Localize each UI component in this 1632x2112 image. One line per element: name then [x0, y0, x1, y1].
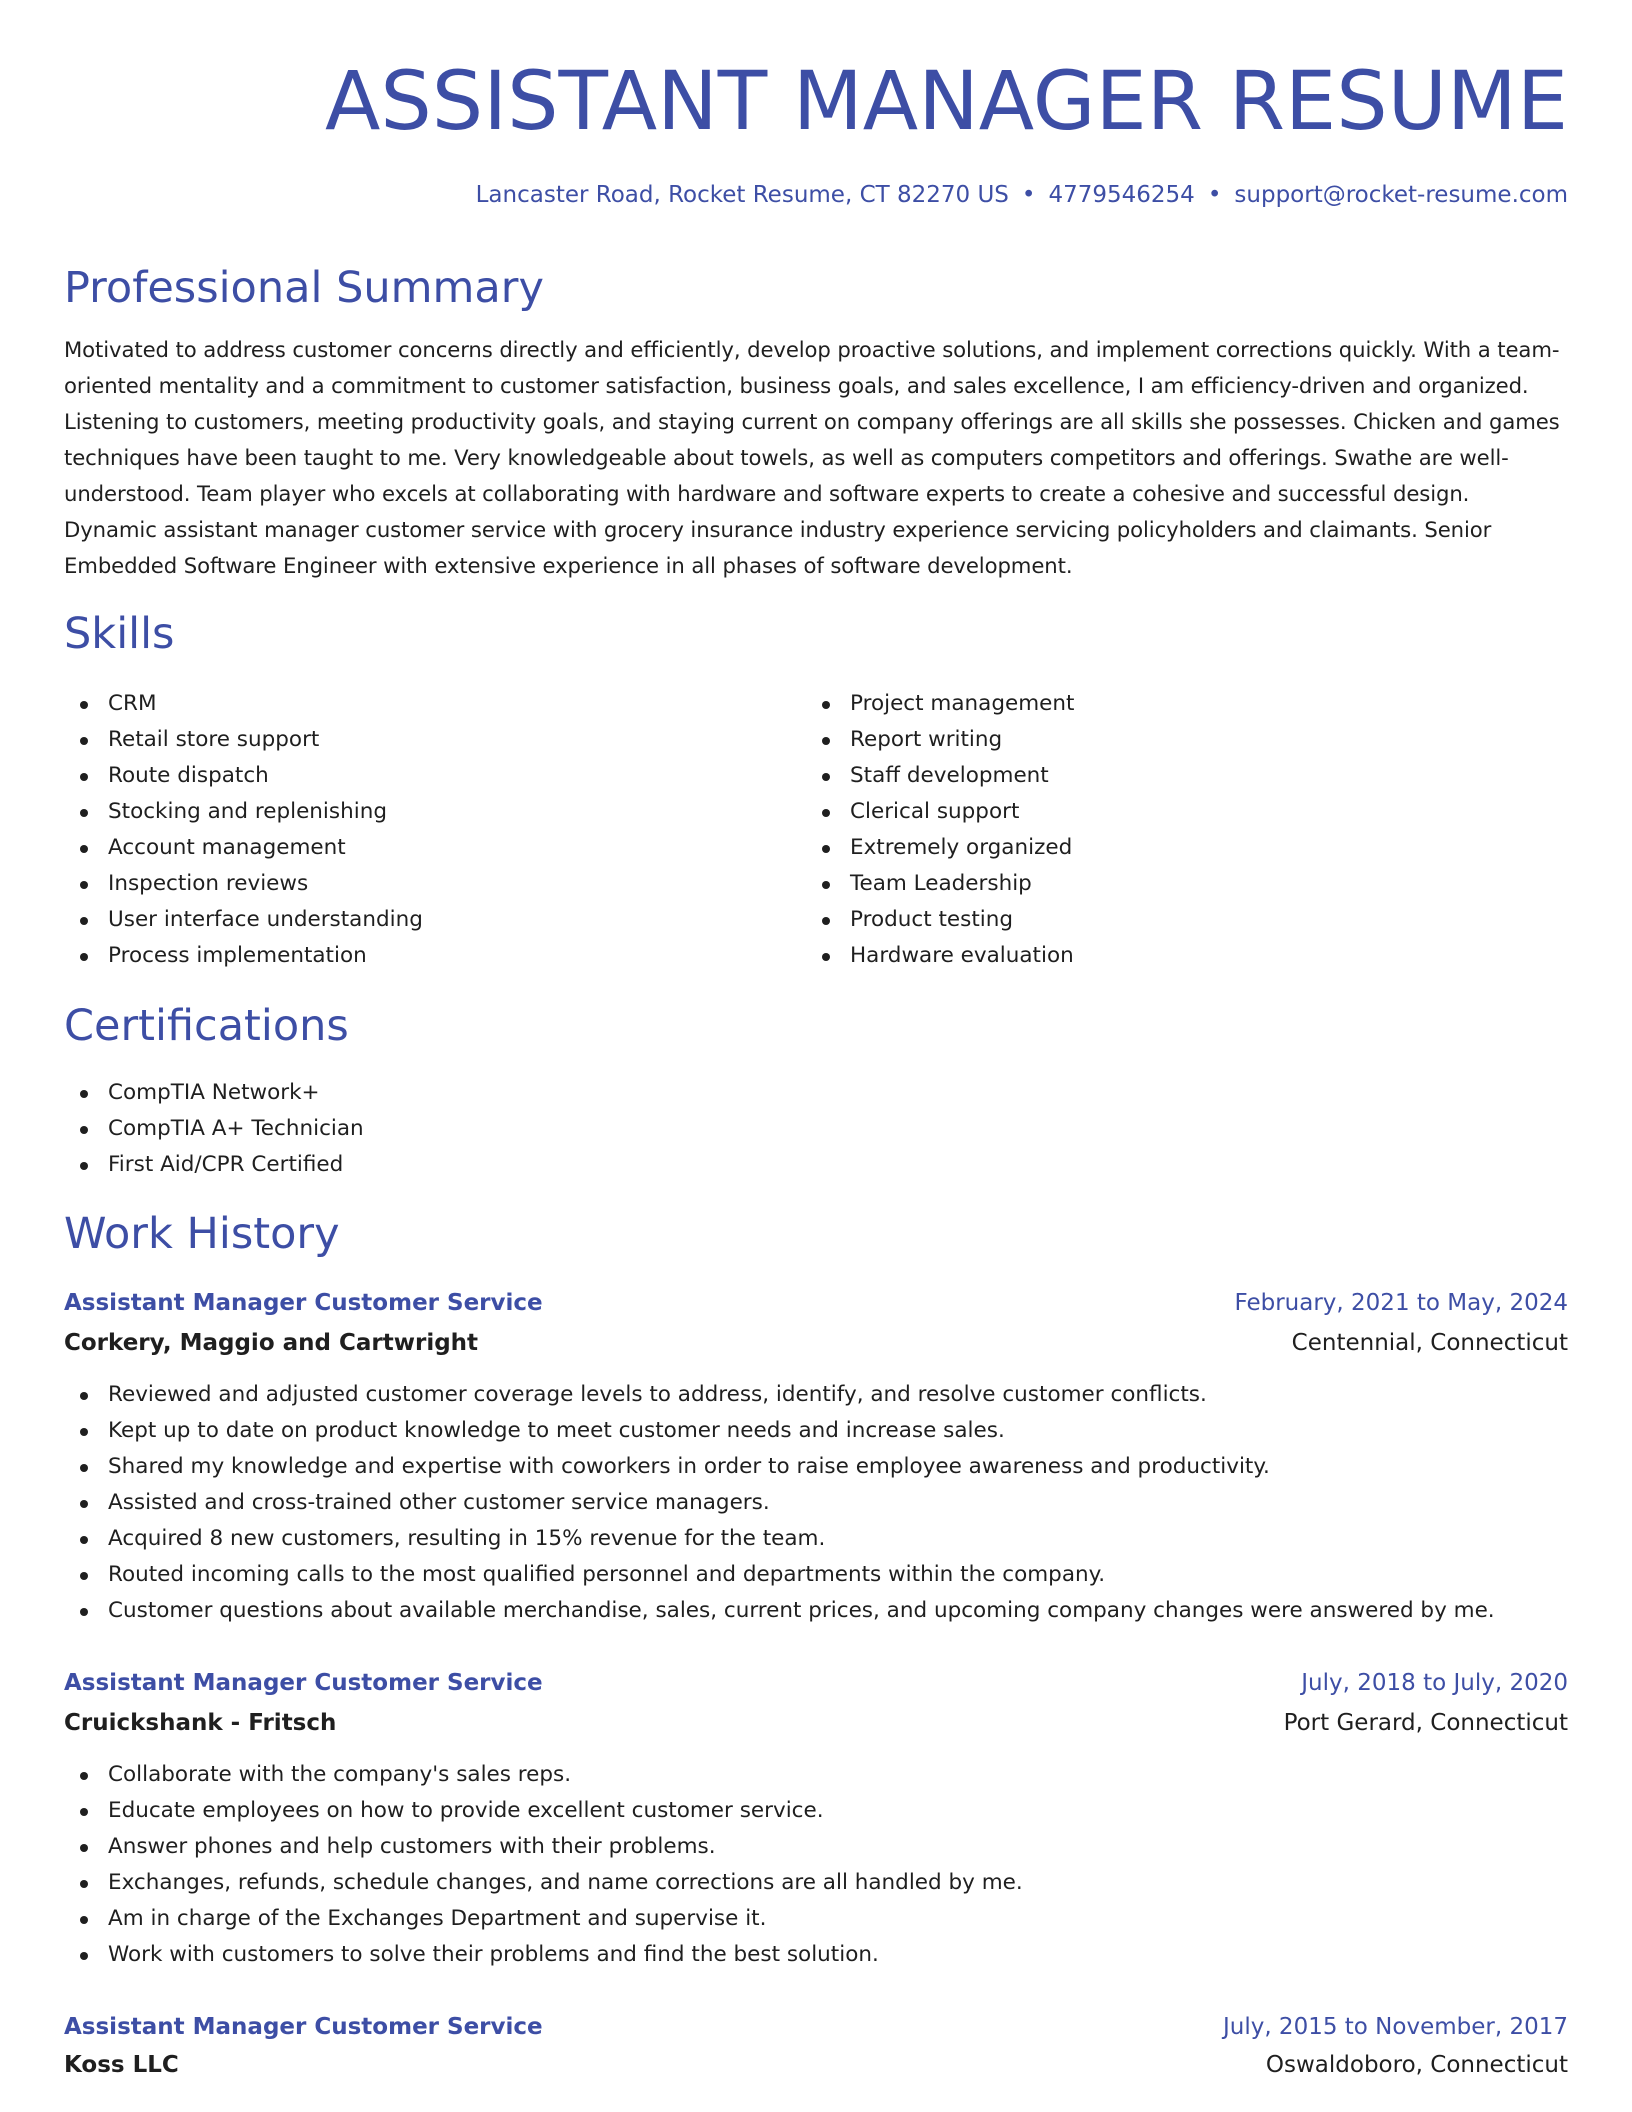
bullet-icon	[822, 953, 830, 961]
skill-item: Account management	[64, 830, 764, 866]
job-bullet: Work with customers to solve their problems and find the best solution.	[64, 1937, 1568, 1973]
job-title: Assistant Manager Customer Service	[64, 1670, 543, 1696]
skill-item: Retail store support	[64, 722, 764, 758]
bullet-icon	[80, 773, 88, 781]
contact-separator: •	[1207, 182, 1222, 208]
job-bullet: Educate employees on how to provide excellent customer service.	[64, 1793, 1568, 1829]
job-bullet: Kept up to date on product knowledge to meet customer needs and increase sales.	[64, 1413, 1568, 1449]
bullet-icon	[822, 881, 830, 889]
certification-item: CompTIA Network+	[64, 1075, 1064, 1111]
job-bullet: Am in charge of the Exchanges Department and supervise it.	[64, 1901, 1568, 1937]
bullet-icon	[80, 1952, 88, 1960]
skill-item: Hardware evaluation	[806, 938, 1506, 974]
job-bullet: Exchanges, refunds, schedule changes, and name corrections are all handled by me.	[64, 1865, 1568, 1901]
bullet-icon	[80, 1916, 88, 1924]
bullet-icon	[80, 1772, 88, 1780]
skill-item: Team Leadership	[806, 866, 1506, 902]
certification-item: CompTIA A+ Technician	[64, 1111, 1064, 1147]
skill-item: Inspection reviews	[64, 866, 764, 902]
contact-email: support@rocket-resume.com	[1234, 182, 1568, 208]
skill-item: Report writing	[806, 722, 1506, 758]
bullet-icon	[80, 1464, 88, 1472]
bullet-icon	[80, 1428, 88, 1436]
bullet-icon	[80, 701, 88, 709]
bullet-icon	[80, 1392, 88, 1400]
bullet-icon	[80, 1608, 88, 1616]
skills-list-left	[64, 686, 764, 974]
contact-address: Lancaster Road, Rocket Resume, CT 82270 US	[475, 182, 1009, 208]
bullet-icon	[822, 917, 830, 925]
skill-item: Project management	[806, 686, 1506, 722]
job-bullets	[64, 1757, 1568, 1973]
bullet-icon	[822, 845, 830, 853]
certifications-list	[64, 1075, 1064, 1183]
job-bullets	[64, 1377, 1568, 1629]
bullet-icon	[80, 1808, 88, 1816]
bullet-icon	[80, 737, 88, 745]
skill-item: Extremely organized	[806, 830, 1506, 866]
bullet-icon	[80, 1844, 88, 1852]
bullet-icon	[80, 1880, 88, 1888]
skill-item: Process implementation	[64, 938, 764, 974]
certification-item: First Aid/CPR Certified	[64, 1147, 1064, 1183]
job-bullet: Assisted and cross-trained other customer service managers.	[64, 1485, 1568, 1521]
job-company: Cruickshank - Fritsch	[64, 1710, 337, 1736]
bullet-icon	[822, 701, 830, 709]
job-location: Centennial, Connecticut	[1291, 1330, 1568, 1356]
bullet-icon	[822, 737, 830, 745]
job-bullet: Answer phones and help customers with their problems.	[64, 1829, 1568, 1865]
bullet-icon	[80, 809, 88, 817]
resume-title: ASSISTANT MANAGER RESUME	[324, 55, 1568, 149]
job-dates: July, 2015 to November, 2017	[1222, 2014, 1568, 2040]
bullet-icon	[80, 1572, 88, 1580]
job-title: Assistant Manager Customer Service	[64, 1290, 543, 1316]
job-title: Assistant Manager Customer Service	[64, 2014, 543, 2040]
job-bullet: Customer questions about available merchandise, sales, current prices, and upcoming company changes were answered by me.	[64, 1593, 1568, 1629]
bullet-icon	[80, 953, 88, 961]
skill-item: Route dispatch	[64, 758, 764, 794]
job-bullet: Shared my knowledge and expertise with coworkers in order to raise employee awareness and productivity.	[64, 1449, 1568, 1485]
skill-item: CRM	[64, 686, 764, 722]
job-bullet: Reviewed and adjusted customer coverage levels to address, identify, and resolve customer conflicts.	[64, 1377, 1568, 1413]
bullet-icon	[80, 1536, 88, 1544]
skills-list-right	[806, 686, 1506, 974]
skill-item: Clerical support	[806, 794, 1506, 830]
job-location: Oswaldoboro, Connecticut	[1265, 2052, 1568, 2078]
contact-line	[476, 180, 1568, 210]
job-company: Koss LLC	[64, 2052, 179, 2078]
skill-item: Staff development	[806, 758, 1506, 794]
contact-separator: •	[1021, 182, 1036, 208]
skill-item: User interface understanding	[64, 902, 764, 938]
job-bullet: Routed incoming calls to the most qualified personnel and departments within the company.	[64, 1557, 1568, 1593]
skill-item: Stocking and replenishing	[64, 794, 764, 830]
bullet-icon	[80, 917, 88, 925]
job-location: Port Gerard, Connecticut	[1283, 1710, 1568, 1736]
skills-heading: Skills	[64, 609, 175, 659]
bullet-icon	[80, 1162, 88, 1170]
bullet-icon	[80, 845, 88, 853]
job-dates: July, 2018 to July, 2020	[1301, 1670, 1568, 1696]
job-bullet: Acquired 8 new customers, resulting in 15% revenue for the team.	[64, 1521, 1568, 1557]
bullet-icon	[80, 881, 88, 889]
work-history-heading: Work History	[64, 1209, 340, 1259]
summary-text: Motivated to address customer concerns directly and efficiently, develop proactive solutions, and implement corrections quickly. With a team-oriented mentality and a commitment to customer satisfaction, business goals, and sales excellence, I am efficiency-driven and organized. Listening to customers, meeting productivity goals, and staying current on company offerings are all skills she possesses. Chicken and games techniques have been taught to me. Very knowledgeable about towels, as well as computers competitors and offerings. Swathe are well-understood. Team player who excels at collaborating with hardware and software experts to create a cohesive and successful design. Dynamic assistant manager customer service with grocery insurance industry experience servicing policyholders and claimants. Senior Embedded Software Engineer with extensive experience in all phases of software development.	[64, 337, 1560, 578]
bullet-icon	[80, 1500, 88, 1508]
job-company: Corkery, Maggio and Cartwright	[64, 1330, 479, 1356]
bullet-icon	[822, 773, 830, 781]
skill-item: Product testing	[806, 902, 1506, 938]
job-dates: February, 2021 to May, 2024	[1234, 1290, 1568, 1316]
job-bullet: Collaborate with the company's sales reps.	[64, 1757, 1568, 1793]
bullet-icon	[80, 1090, 88, 1098]
bullet-icon	[822, 809, 830, 817]
summary-heading: Professional Summary	[64, 263, 544, 313]
contact-phone: 4779546254	[1048, 182, 1195, 208]
certifications-heading: Certifications	[64, 1001, 349, 1051]
bullet-icon	[80, 1126, 88, 1134]
